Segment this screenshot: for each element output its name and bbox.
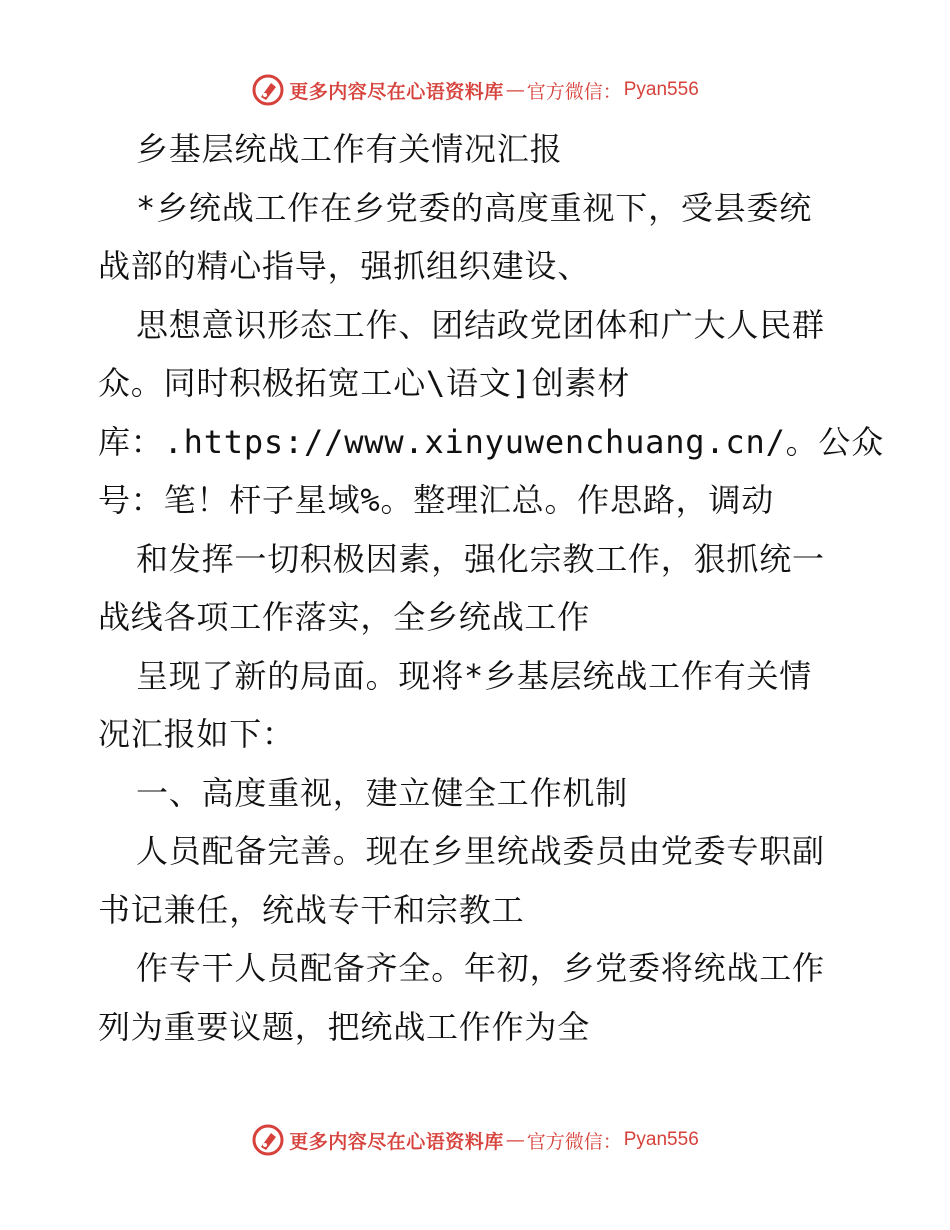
paragraph-line: 况汇报如下： [98, 715, 295, 753]
paragraph-line: 战部的精心指导，强抓组织建设、 [98, 247, 591, 285]
paragraph-line: 和发挥一切积极因素，强化宗教工作，狠抓统一 [136, 539, 825, 578]
paragraph-line: 思想意识形态工作、团结政党团体和广大人民群 [136, 305, 825, 344]
pen-nib-logo-icon [251, 1123, 285, 1157]
paragraph-line: 人员配备完善。现在乡里统战委员由党委专职副 [136, 832, 825, 870]
paragraph-line: 众。同时积极拓宽工心\语文]创素材 [98, 364, 631, 402]
watermark-sub-text: 官方微信： [526, 80, 622, 103]
paragraph-line: 战线各项工作落实，全乡统战工作 [98, 598, 591, 636]
document-title: 乡基层统战工作有关情况汇报 [136, 130, 563, 168]
watermark-wechat-id: Pyan556 [623, 79, 699, 100]
document-body [98, 120, 885, 1056]
paragraph-line: 号：笔！杆子星域%。整理汇总。作思路，调动 [98, 481, 775, 519]
paragraph-line: 库：.https://www.xinyuwenchuang.cn/。公众 [98, 422, 885, 461]
watermark-main-text: 更多内容尽在心语资料库 [289, 1130, 504, 1153]
watermark-dash: — [505, 1129, 525, 1151]
header-watermark [0, 70, 950, 110]
pen-nib-logo-icon [251, 73, 285, 107]
watermark-sub-text: 官方微信： [526, 1130, 622, 1153]
section-heading: 一、高度重视，建立健全工作机制 [136, 773, 629, 812]
footer-watermark [0, 1120, 950, 1160]
watermark-dash: — [505, 79, 525, 101]
paragraph-line: 呈现了新的局面。现将*乡基层统战工作有关情 [136, 656, 813, 695]
paragraph-line: 列为重要议题，把统战工作作为全 [98, 1007, 591, 1046]
watermark-wechat-id: Pyan556 [623, 1129, 699, 1150]
paragraph-line: 作专干人员配备齐全。年初，乡党委将统战工作 [136, 949, 825, 987]
paragraph-line: *乡统战工作在乡党委的高度重视下，受县委统 [136, 188, 813, 227]
paragraph-line: 书记兼任，统战专干和宗教工 [98, 890, 525, 929]
watermark-main-text: 更多内容尽在心语资料库 [289, 80, 504, 103]
